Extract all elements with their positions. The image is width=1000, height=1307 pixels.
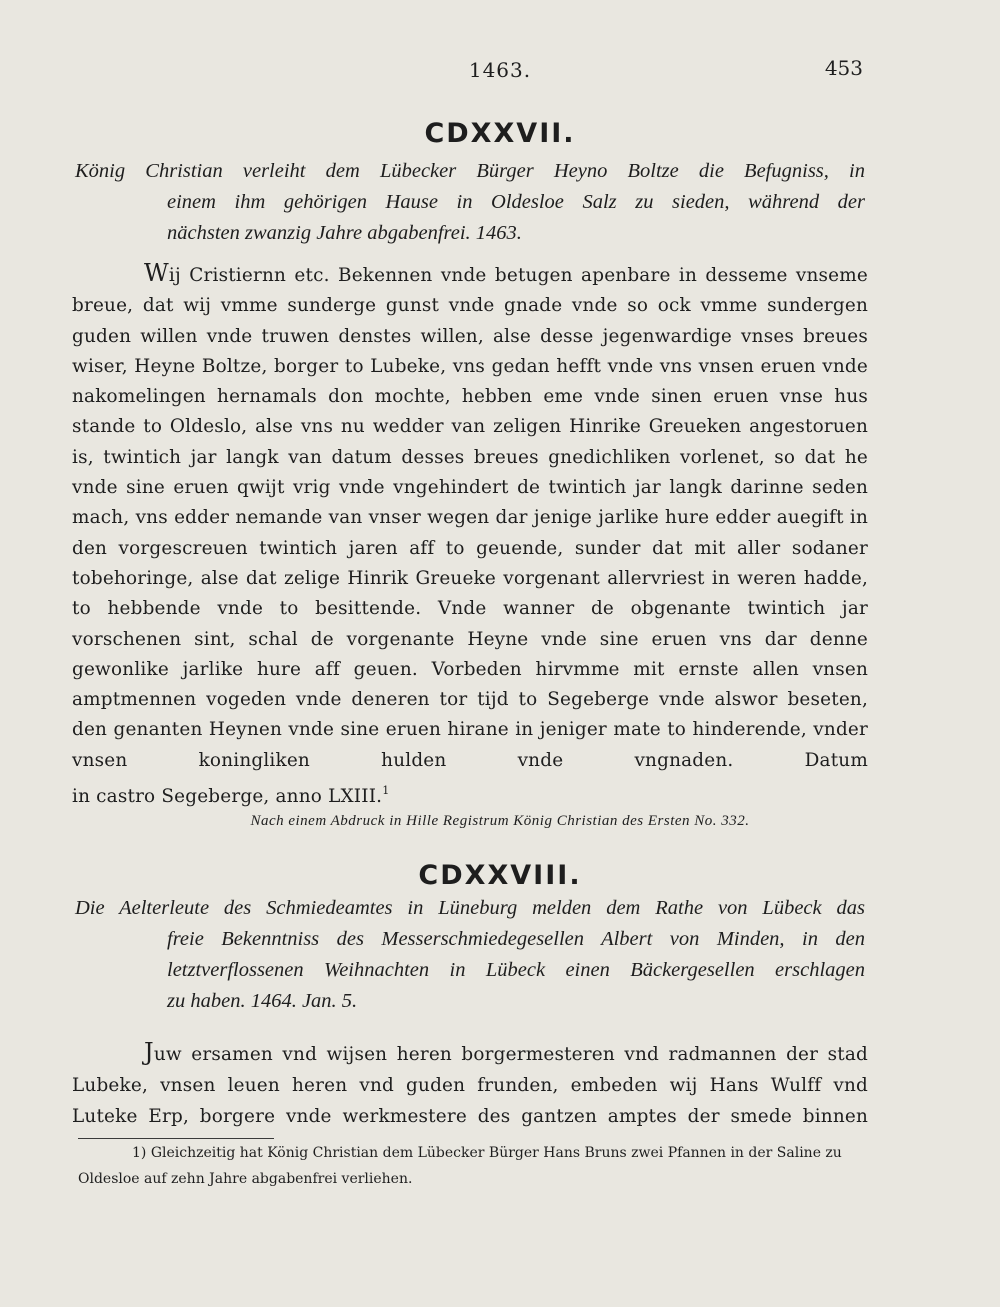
document-2-summary [75,893,865,1017]
summary-line: einem ihm gehörigen Hause in Oldesloe Salz zu sieden, während der [167,191,865,213]
summary-line: zu haben. 1464. Jan. 5. [167,990,358,1012]
text-block [72,258,868,776]
text-body: uw ersamen vnd wijsen heren borgermesteren vnd radmannen der stad Lubeke, vnsen leuen heren vnd guden frunden, embeden wij Hans Wulff vnd Luteke Erp, borgere vnde werkmestere des gantzen amptes der smede binnen [72,1044,868,1127]
summary-line: letztverflossenen Weihnachten in Lübeck einen Bäckergesellen erschlagen [167,959,865,981]
footnote-mark: 1) [132,1145,147,1161]
document-1-summary [75,156,865,249]
footnote-divider [78,1138,274,1139]
source-note: Nach einem Abdruck in Hille Registrum König Christian des Ersten No. 332. [250,813,750,829]
summary-line: König Christian verleiht dem Lübecker Bürger Heyno Boltze die Befugniss, in [75,160,865,182]
document-1-text [72,258,868,812]
summary-line: nächsten zwanzig Jahre abgabenfrei. 1463. [167,222,522,244]
initial-letter: W [144,259,169,287]
text-body: ij Cristiernn etc. Bekennen vnde betugen apenbare in desseme vnseme breue, dat wij vmme sunderge gunst vnde gnade vnde so ock vmme sundergen guden willen vnde truwen denstes willen, alse desse jegenwardige vnses breues wiser, Heyne Boltze, borger to Lubeke, vns gedan hefft vnde vns vnsen eruen vnde nakomelingen hernamals don mochte, hebben eme vnde sinen eruen vnse hus stande to Oldeslo, alse vns nu wedder van zeligen Hinrike Greueken angestoruen is, twintich jar langk van datum desses breues gnedichliken vorlenet, so dat he vnde sine eruen qwijt vrig vnde vngehindert de twintich jar langk darinne seden mach, vns edder nemande van vnser wegen dar jenige jarlike hure edder auegift in den vorgescreuen twintich jaren aff to geuende, sunder dat mit aller sodaner tobehoringe, alse dat zelige Hinrik Greueke vorgenant allervriest in weren hadde, to hebbende vnde to besittende. Vnde wanner de obgenante twintich jar vorschenen sint, schal de vorgenante Heyne vnde sine eruen vns dar denne gewonlike jarlike hure aff geuen. Vorbeden hirvmme mit ernste allen vnsen amptmennen vogeden vnde deneren tor tijd to Segeberge vnde alswor beseten, den genanten Heynen vnde sine eruen hirane in jeniger mate to hinderende, vnder vnsen koningliken hulden vnde vngnaden. Datum [72,265,868,771]
text-last-line: in castro Segeberge, anno LXIII.$^1$ [72,784,390,808]
footnote-text: Gleichzeitig hat König Christian dem Lübecker Bürger Hans Bruns zwei Pfannen in der Saline zu Oldesloe auf zehn Jahre abgabenfrei verliehen. [78,1145,842,1187]
footnote [78,1140,866,1192]
document-number-2: CDXXVIII. [418,860,582,891]
document-2-text [72,1037,868,1132]
running-head-year: 1463. [468,58,532,82]
page-number: 453 [824,56,863,80]
summary-line: Die Aelterleute des Schmiedeamtes in Lüneburg melden dem Rathe von Lübeck das [75,897,865,919]
document-number-1: CDXXVII. [424,118,576,149]
initial-letter: J [144,1038,154,1066]
summary-line: freie Bekenntniss des Messerschmiedegesellen Albert von Minden, in den [167,928,865,950]
text-block [72,1037,868,1132]
footnote-mark: 1 [382,784,390,798]
